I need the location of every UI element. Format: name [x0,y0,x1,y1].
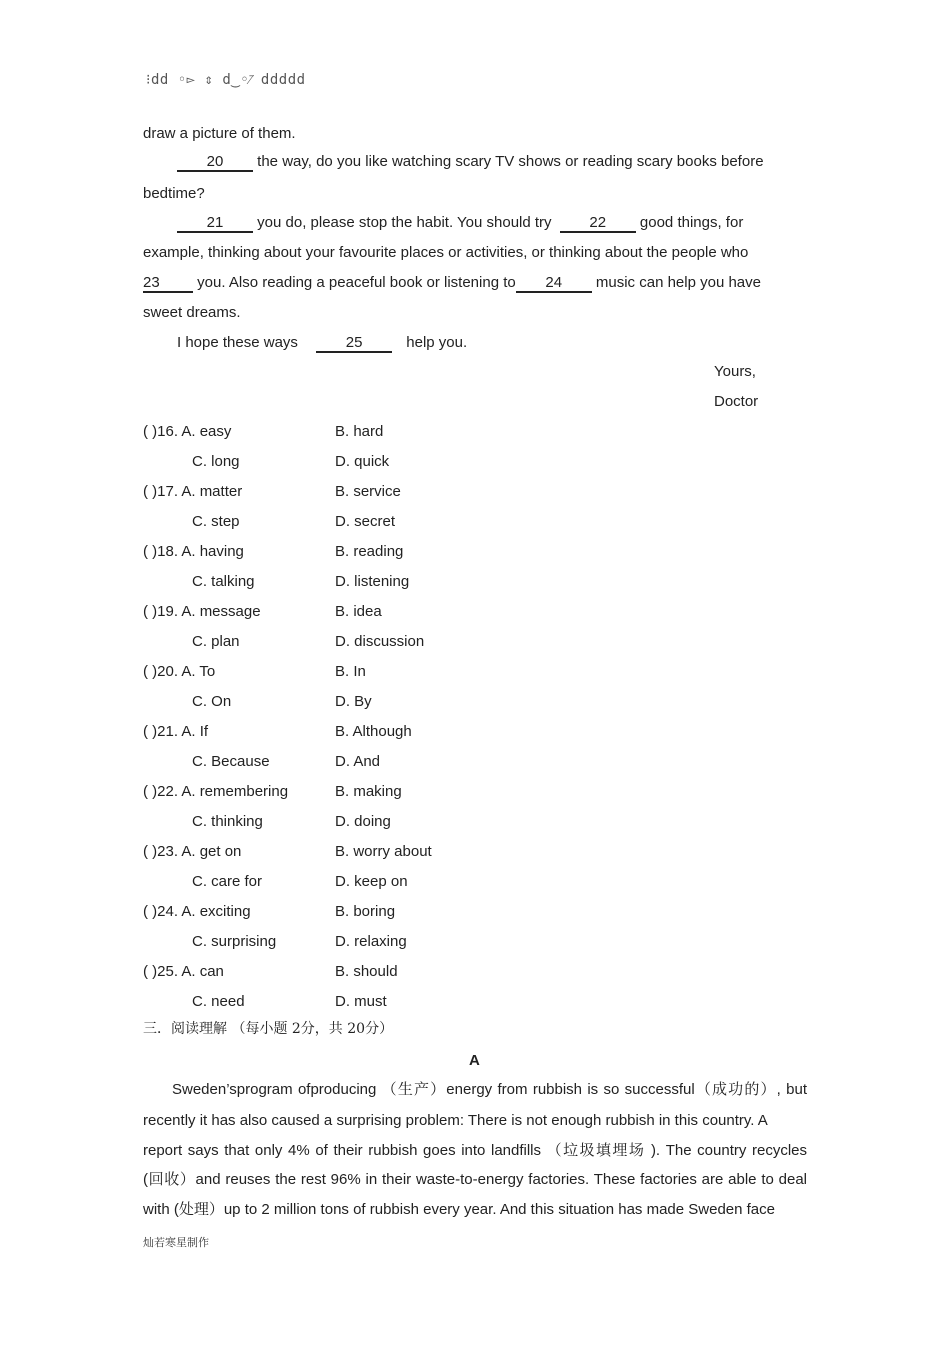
blank-22: 22 [560,214,636,233]
option-b: B. hard [335,423,384,440]
letter-line-4 [143,213,807,233]
question-stem-option-a: ( )23. A. get on [143,843,242,860]
question-stem-option-a: ( )25. A. can [143,963,224,980]
option-b: B. making [335,783,402,800]
letter-line-3: bedtime? [143,185,205,202]
option-b: B. reading [335,543,404,560]
option-c: C. thinking [192,813,263,830]
option-d: D. listening [335,573,410,590]
letter-line-8 [143,333,807,353]
option-b: B. worry about [335,843,432,860]
letter-line-7: sweet dreams. [143,304,241,321]
blank-23: 23 [143,274,193,293]
passage-line-4: (回收）and reuses the rest 96% in their waste-to-energy factories. These factories are able to deal [143,1171,807,1188]
letter-line-8-start: I hope these ways [177,334,298,351]
question-stem-option-a: ( )21. A. If [143,723,209,740]
section-3-heading: 三．阅读理解 （每小题 2分，共 20分） [143,1021,394,1037]
option-c: C. talking [192,573,255,590]
option-b: B. service [335,483,401,500]
option-c: C. step [192,513,240,530]
option-c: C. On [192,693,232,710]
option-d: D. must [335,993,387,1010]
option-d: D. keep on [335,873,408,890]
passage-line-2: recently it has also caused a surprising problem: There is not enough rubbish in this country. A [143,1112,768,1129]
letter-line-6 [143,273,807,293]
letter-line-5: example, thinking about your favourite places or activities, or thinking about the people who [143,244,749,261]
option-d: D. relaxing [335,933,407,950]
letter-line-2-text: the way, do you like watching scary TV shows or reading scary books before [257,153,764,170]
letter-line-1: draw a picture of them. [143,125,296,142]
letter-line-8-end: help you. [406,334,468,351]
blank-20: 20 [177,153,253,172]
passage-line-1: Sweden’sprogram ofproducing （生产）energy from rubbish is so successful（成功的）, but [172,1081,807,1098]
blank-24: 24 [516,274,592,293]
option-c: C. plan [192,633,240,650]
option-c: C. care for [192,873,263,890]
question-stem-option-a: ( )16. A. easy [143,423,232,440]
letter-line-6-mid: you. Also reading a peaceful book or listening to [197,274,516,291]
question-stem-option-a: ( )20. A. To [143,663,216,680]
letter-line-4-end: good things, for [639,214,744,231]
passage-title: A [469,1052,480,1069]
option-d: D. secret [335,513,396,530]
letter-line-4-mid: you do, please stop the habit. You should try [257,214,552,231]
closing-signature: Doctor [714,393,759,410]
option-b: B. In [335,663,366,680]
blank-21: 21 [177,214,253,233]
option-c: C. surprising [192,933,277,950]
passage-line-3: report says that only 4% of their rubbish goes into landfills （垃圾填埋场 ). The country recycles [143,1142,807,1159]
question-stem-option-a: ( )24. A. exciting [143,903,251,920]
option-b: B. Although [335,723,412,740]
option-c: C. long [192,453,240,470]
passage-line-5: with (处理）up to 2 million tons of rubbish every year. And this situation has made Sweden face [143,1201,775,1218]
option-b: B. idea [335,603,382,620]
question-stem-option-a: ( )17. A. matter [143,483,243,500]
option-d: D. And [335,753,381,770]
letter-line-2 [143,152,807,172]
blank-25: 25 [316,334,392,353]
letter-line-6-end: music can help you have [595,274,761,291]
option-c: C. Because [192,753,270,770]
question-stem-option-a: ( )18. A. having [143,543,244,560]
option-d: D. doing [335,813,391,830]
footer-credit: 灿若寒星制作 [143,1236,209,1249]
option-b: B. should [335,963,398,980]
header-mark: ⁝dd ◦▻ ⇕ d‿◦⁄̄ ddddd [146,72,306,88]
option-d: D. By [335,693,372,710]
question-stem-option-a: ( )19. A. message [143,603,261,620]
option-b: B. boring [335,903,396,920]
question-stem-option-a: ( )22. A. remembering [143,783,289,800]
option-c: C. need [192,993,245,1010]
option-d: D. discussion [335,633,425,650]
option-d: D. quick [335,453,390,470]
closing-yours: Yours, [714,363,756,380]
